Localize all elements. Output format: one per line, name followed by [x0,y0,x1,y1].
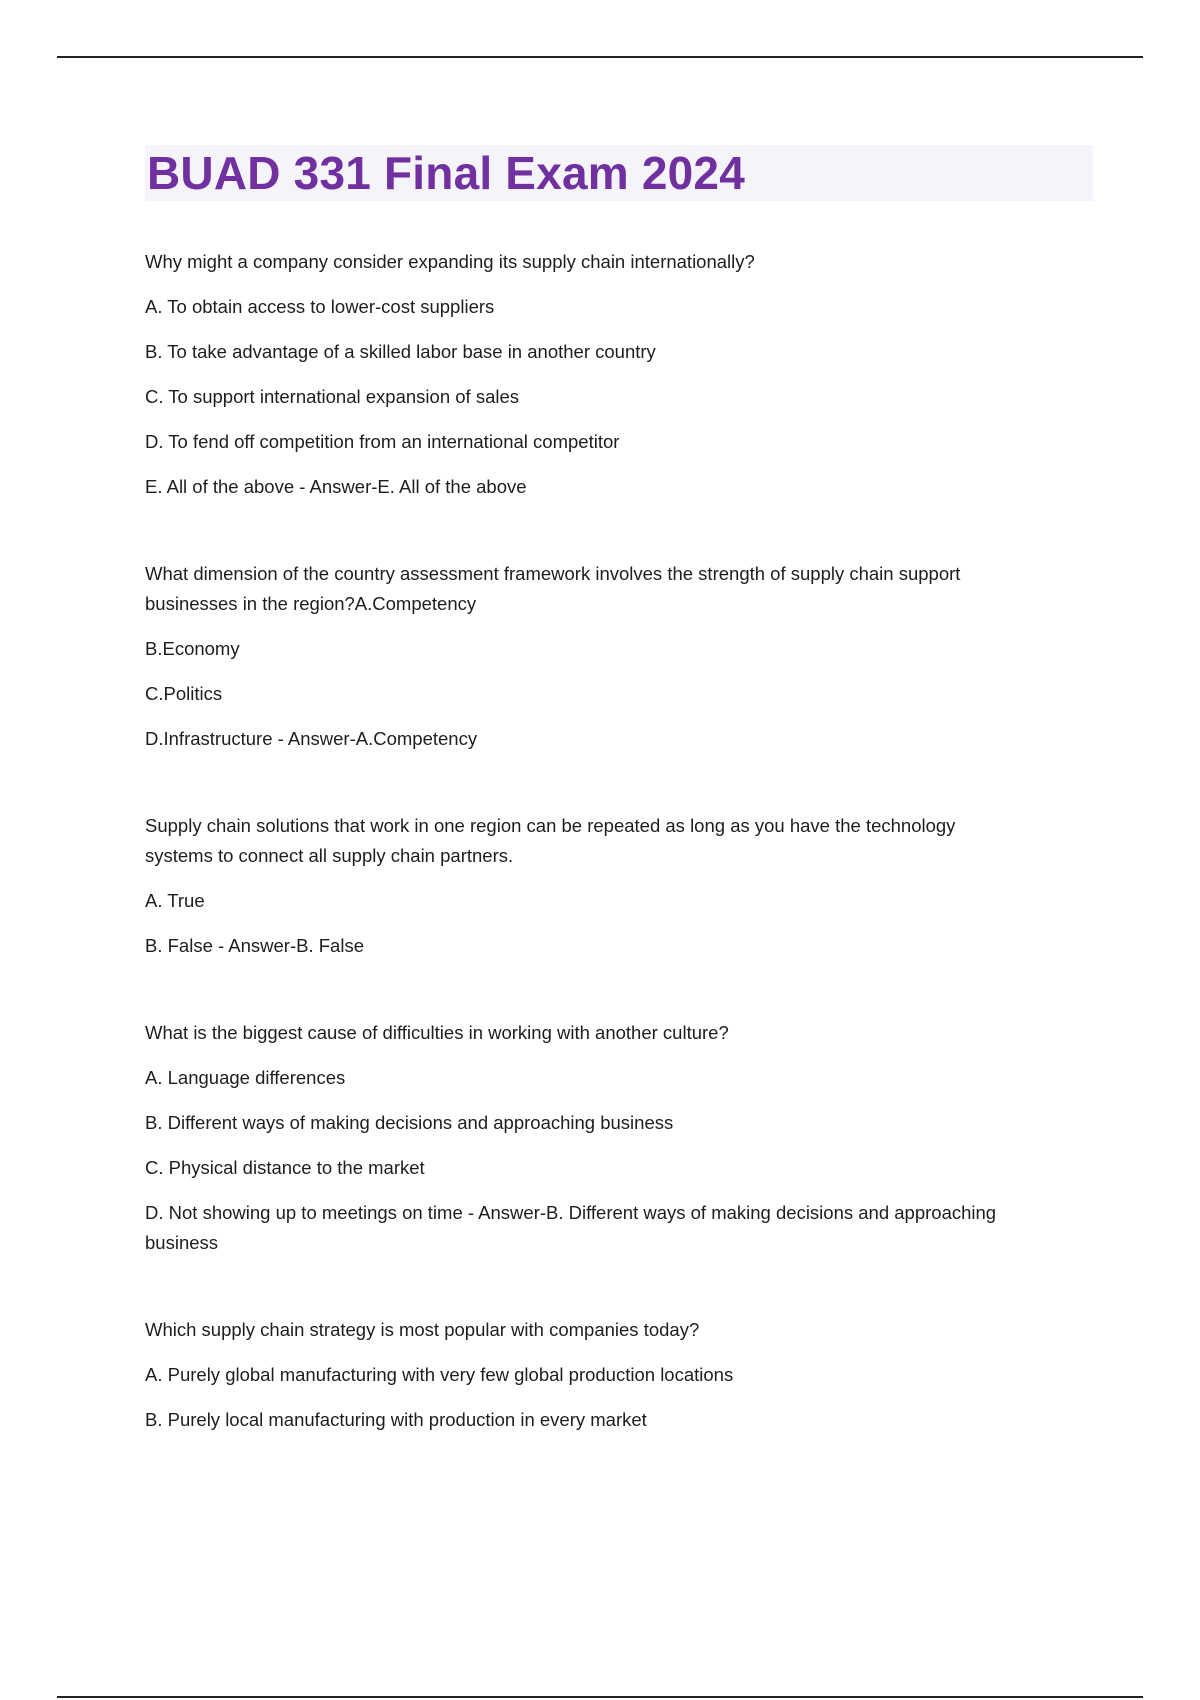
answer-option: D. To fend off competition from an international competitor [145,431,620,452]
answer-option: A. Purely global manufacturing with very few global production locations [145,1364,734,1385]
answer-option-continuation: business [145,1232,219,1253]
answer-option: A. Language differences [145,1067,346,1088]
bottom-divider [57,1696,1143,1698]
title-band [145,145,1093,201]
question-text: What dimension of the country assessment framework involves the strength of supply chain support [145,563,961,584]
question-text: Supply chain solutions that work in one region can be repeated as long as you have the technology [145,815,956,836]
answer-option: C. To support international expansion of sales [145,386,520,407]
answer-option: D. Not showing up to meetings on time - Answer-B. Different ways of making decisions and approaching [145,1202,997,1223]
answer-option: A. To obtain access to lower-cost suppliers [145,296,495,317]
answer-option: D.Infrastructure - Answer-A.Competency [145,728,478,749]
question-block [145,559,1093,754]
top-divider [57,56,1143,58]
question-block [145,811,1093,961]
answer-option: B. Different ways of making decisions and approaching business [145,1112,674,1133]
answer-option: B. To take advantage of a skilled labor base in another country [145,341,656,362]
question-text: businesses in the region?A.Competency [145,593,477,614]
answer-option: C. Physical distance to the market [145,1157,425,1178]
question-block [145,247,1093,502]
answer-option: E. All of the above - Answer-E. All of the above [145,476,527,497]
answer-option: B.Economy [145,638,240,659]
answer-option: B. False - Answer-B. False [145,935,364,956]
question-text: Why might a company consider expanding its supply chain internationally? [145,251,755,272]
question-block [145,1315,1093,1435]
answer-option: A. True [145,890,205,911]
document-body [145,145,1093,1435]
answer-option: B. Purely local manufacturing with production in every market [145,1409,647,1430]
question-text: What is the biggest cause of difficulties in working with another culture? [145,1022,729,1043]
question-text: systems to connect all supply chain partners. [145,845,514,866]
answer-option: C.Politics [145,683,223,704]
question-text: Which supply chain strategy is most popular with companies today? [145,1319,700,1340]
document-title: BUAD 331 Final Exam 2024 [147,147,745,199]
question-block [145,1018,1093,1258]
